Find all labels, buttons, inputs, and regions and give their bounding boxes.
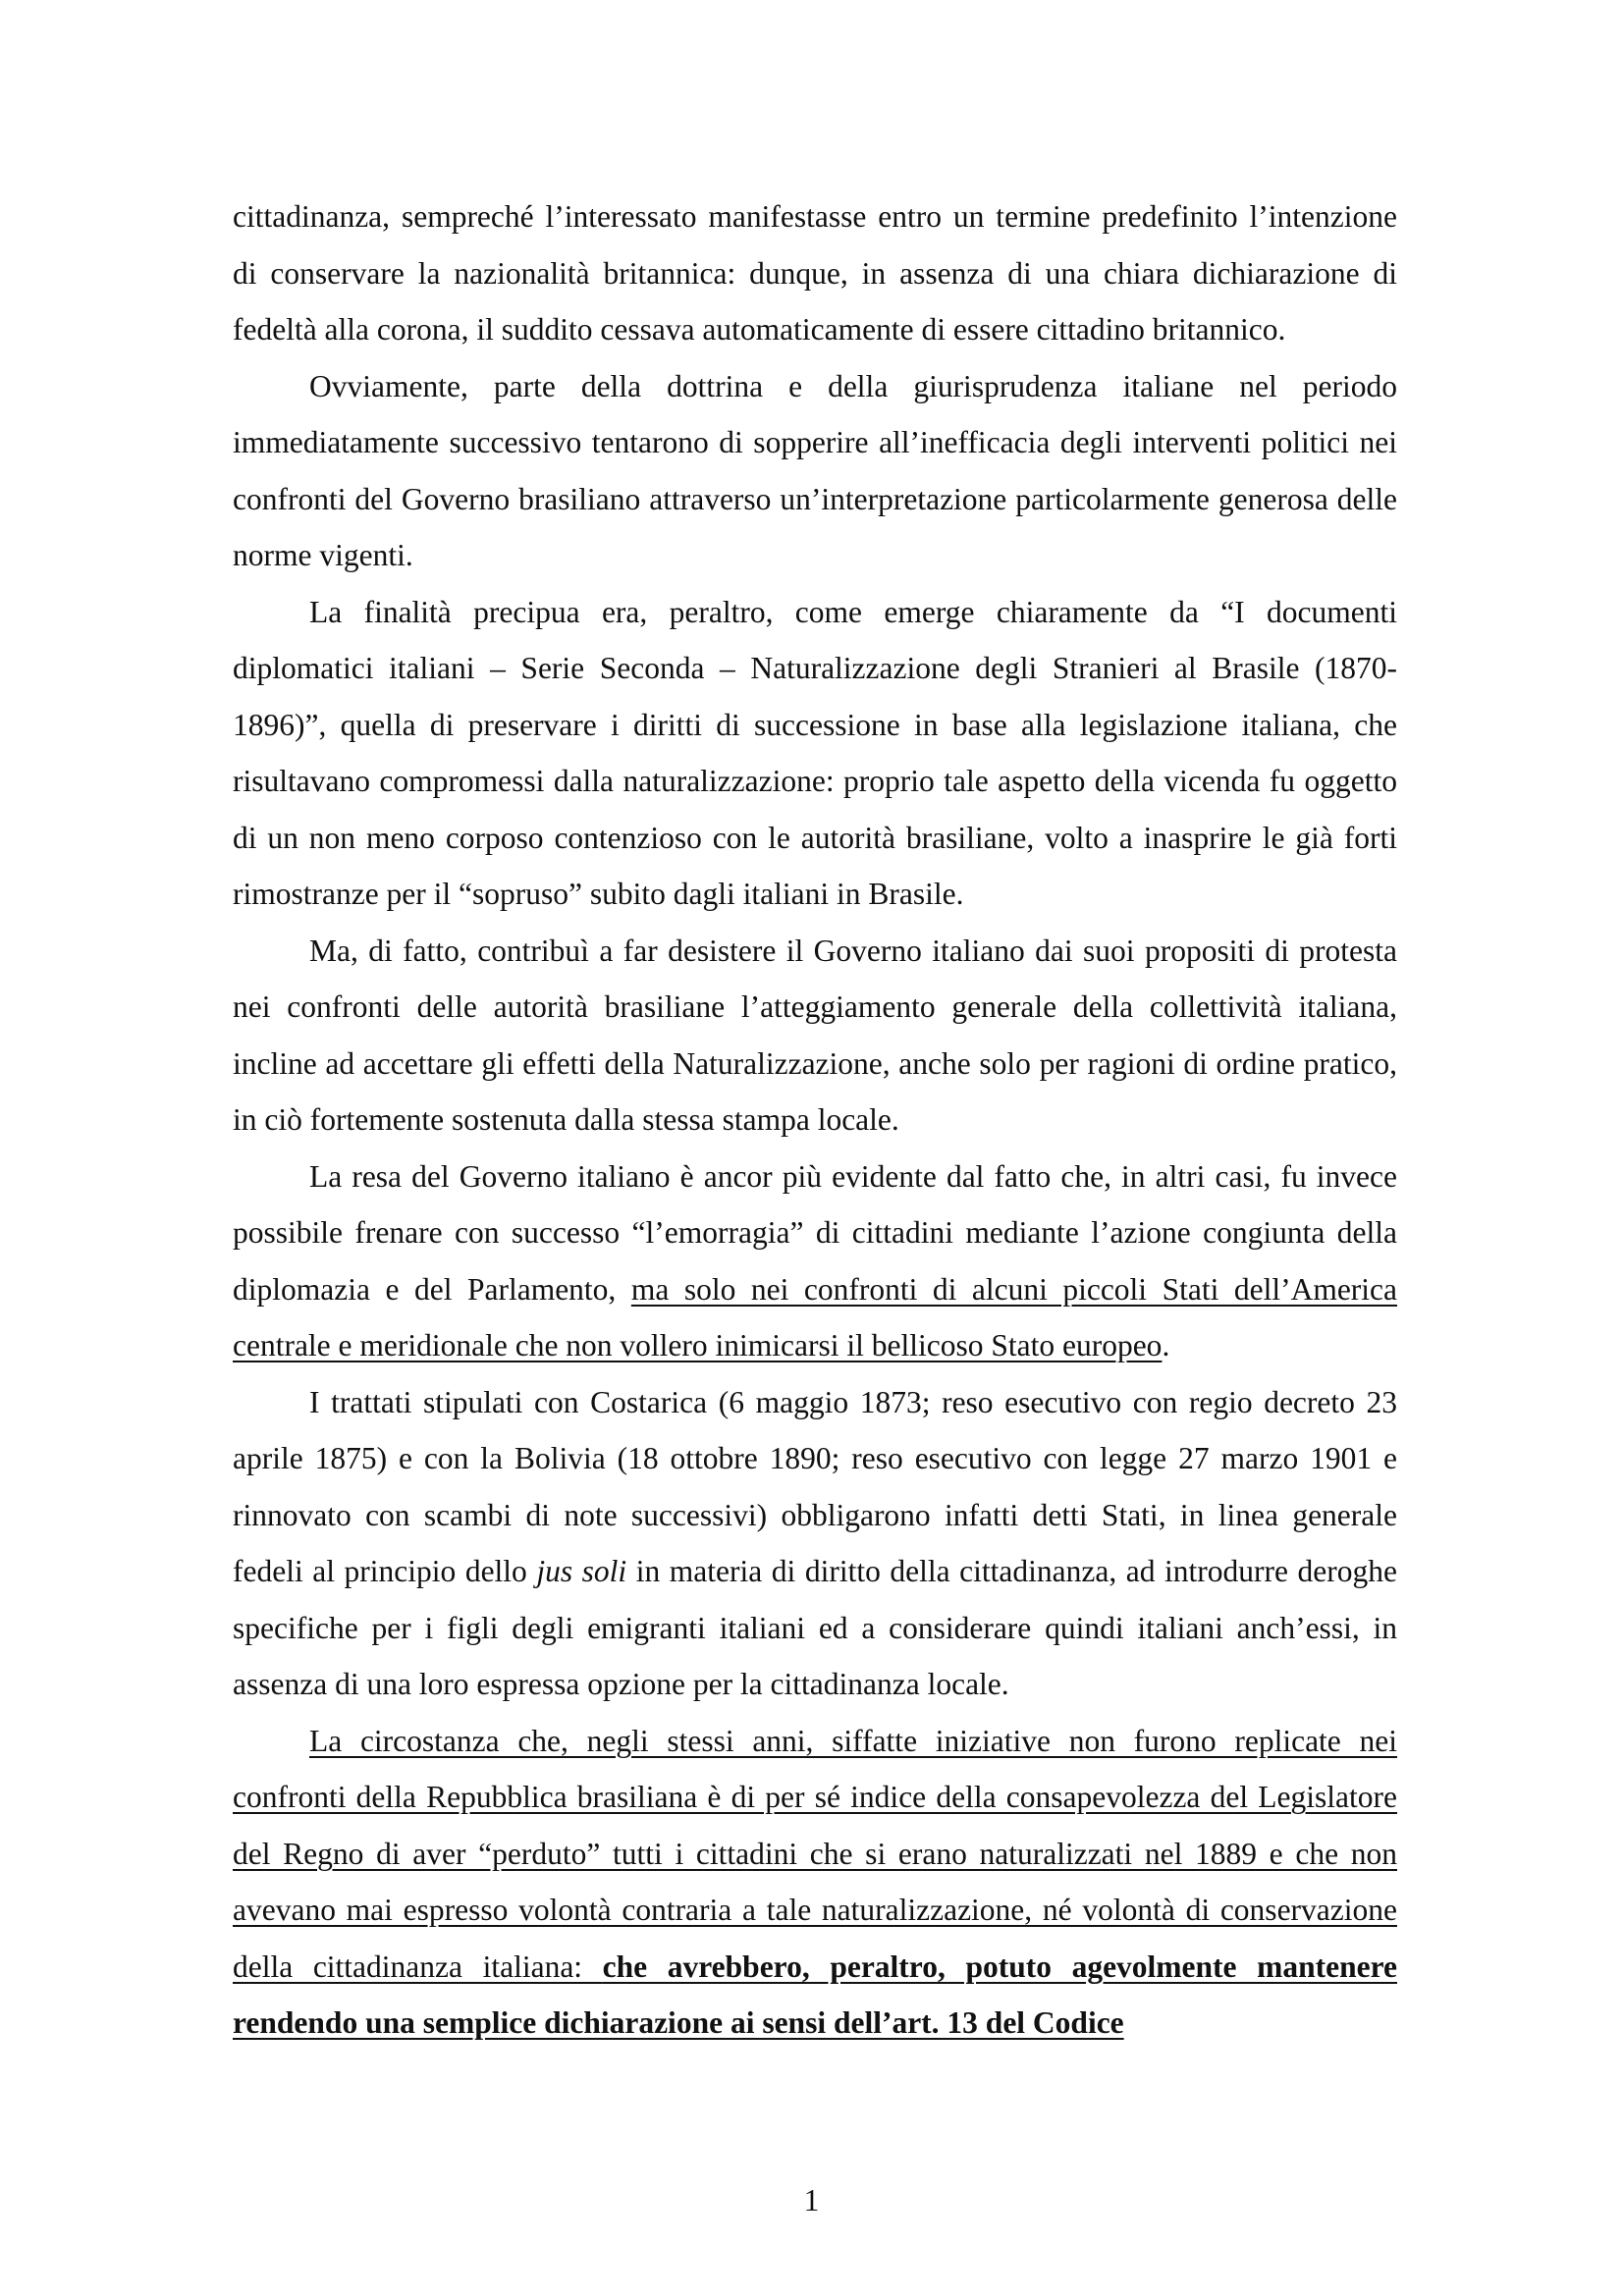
- paragraph-5-text: La resa del Governo italiano è ancor più evidente dal fatto che, in altri casi, fu invece possibile frenare con successo “l’emorragia” di cittadini mediante l’azione congiunta della diplomazia e del Parlamento,: [233, 1158, 1397, 1307]
- document-page: [233, 188, 1397, 2052]
- paragraph-7-bold-underlined-text: che avrebbero, peraltro, potuto agevolmente mantenere rendendo una semplice dichiarazione ai sensi dell’art. 13 del Codice: [233, 1949, 1397, 2040]
- paragraph-4: Ma, di fatto, contribuì a far desistere il Governo italiano dai suoi propositi di protesta nei confronti delle autorità brasiliane l’atteggiamento generale della collettività italiana, incline ad accettare gli effetti della Naturalizzazione, anche solo per ragioni di ordine pratico, in ciò fortemente sostenuta dalla stessa stampa locale.: [233, 933, 1397, 1137]
- paragraph-5: [233, 1148, 1397, 1374]
- paragraph-6-text-end: in materia di diritto della cittadinanza, ad introdurre deroghe specifiche per i figli degli emigranti italiani ed a considerare quindi italiani anch’essi, in assenza di una loro espressa opzione per la cittadinanza locale.: [233, 1554, 1397, 1701]
- paragraph-5-end: .: [1162, 1328, 1170, 1362]
- paragraph-1: cittadinanza, sempreché l’interessato manifestasse entro un termine predefinito l’intenzione di conservare la nazionalità britannica: dunque, in assenza di una chiara dichiarazione di fedeltà alla corona, il suddito cessava automaticamente di essere cittadino britannico.: [233, 199, 1397, 347]
- page-number: 1: [803, 2183, 820, 2217]
- paragraph-3: La finalità precipua era, peraltro, come emerge chiaramente da “I documenti diplomatici italiani – Serie Seconda – Naturalizzazione degli Stranieri al Brasile (1870-1896)”, quella di preservare i diritti di successione in base alla legislazione italiana, che risultavano compromessi dalla naturalizzazione: proprio tale aspetto della vicenda fu oggetto di un non meno corposo contenzioso con le autorità brasiliane, volto a inasprire le già forti rimostranze per il “sopruso” subito dagli italiani in Brasile.: [233, 594, 1397, 911]
- paragraph-7: [233, 1713, 1397, 2052]
- paragraph-2: Ovviamente, parte della dottrina e della giurisprudenza italiane nel periodo immediatamente successivo tentarono di sopperire all’inefficacia degli interventi politici nei confronti del Governo brasiliano attraverso un’interpretazione particolarmente generosa delle norme vigenti.: [233, 368, 1397, 572]
- paragraph-7-underlined-text: La circostanza che, negli stessi anni, siffatte iniziative non furono replicate nei confronti della Repubblica brasiliana è di per sé indice della consapevolezza del Legislatore del Regno di aver “perduto” tutti i cittadini che si erano naturalizzati nel 1889 e che non avevano mai espresso volontà contraria a tale naturalizzazione, né volontà di conservazione della cittadinanza italiana:: [233, 1723, 1397, 1984]
- paragraph-6-text: I trattati stipulati con Costarica (6 maggio 1873; reso esecutivo con regio decreto 23 aprile 1875) e con la Bolivia (18 ottobre 1890; reso esecutivo con legge 27 marzo 1901 e rinnovato con scambi di note successivi) obbligarono infatti detti Stati, in linea generale fedeli al principio dello: [233, 1384, 1397, 1588]
- paragraph-5-underlined-text: ma solo nei confronti di alcuni piccoli Stati dell’America centrale e meridionale che non vollero inimicarsi il bellicoso Stato europeo: [233, 1271, 1398, 1362]
- paragraph-6-italic-term: jus soli: [536, 1554, 627, 1588]
- paragraph-6: [233, 1374, 1397, 1713]
